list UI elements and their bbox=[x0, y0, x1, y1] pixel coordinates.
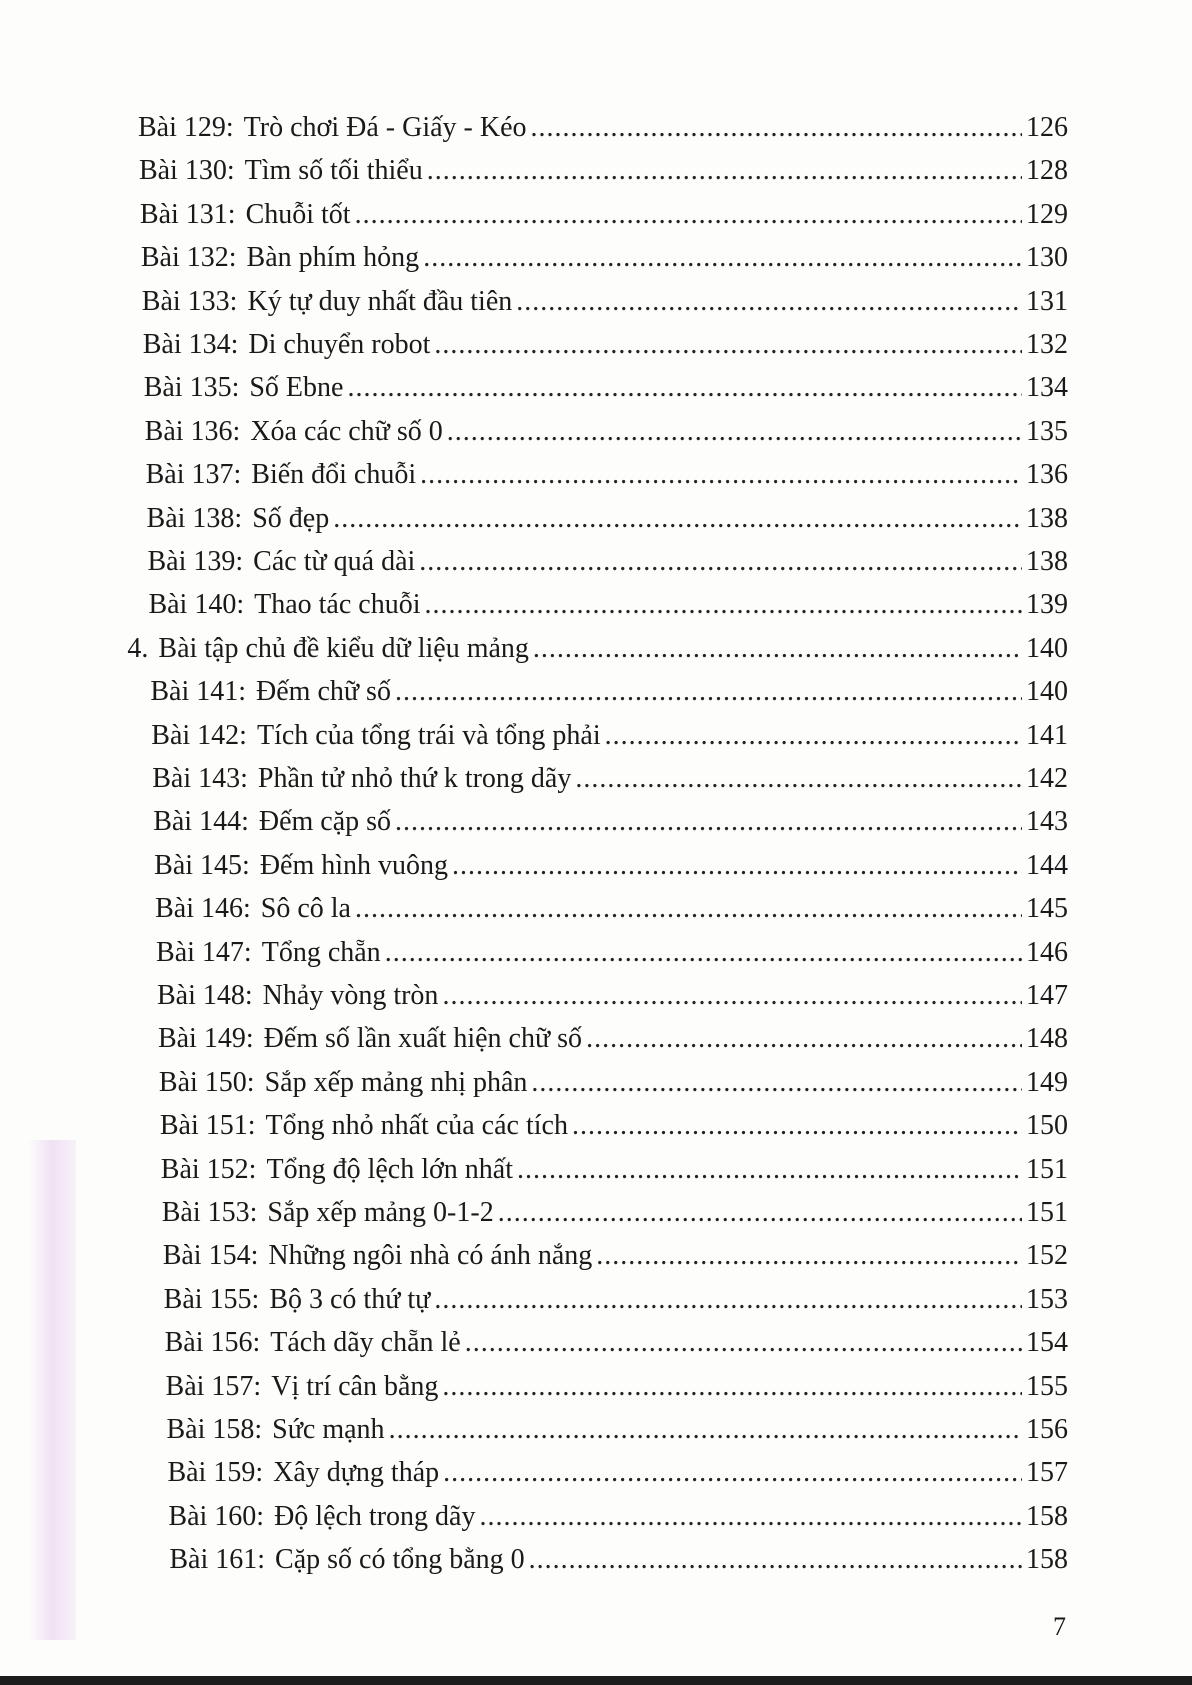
dot-leader bbox=[605, 716, 1022, 756]
entry-page-number: 152 bbox=[1025, 1240, 1068, 1272]
toc-entry bbox=[138, 108, 1068, 148]
toc-entry bbox=[153, 802, 1068, 842]
exercise-number: Bài 142: bbox=[151, 719, 247, 751]
dot-leader bbox=[420, 455, 1022, 495]
toc-entry bbox=[160, 1106, 1068, 1146]
exercise-number: Bài 136: bbox=[144, 415, 241, 447]
toc-entry bbox=[143, 325, 1068, 365]
entry-page-number: 155 bbox=[1025, 1370, 1068, 1402]
entry-page-number: 131 bbox=[1025, 285, 1068, 317]
toc-entry bbox=[140, 195, 1068, 235]
exercise-number: Bài 137: bbox=[145, 459, 242, 491]
exercise-number: Bài 153: bbox=[161, 1197, 258, 1228]
entry-title: Tổng độ lệch lớn nhất bbox=[266, 1153, 513, 1185]
dot-leader bbox=[516, 282, 1022, 322]
dot-leader bbox=[355, 195, 1022, 235]
entry-page-number: 148 bbox=[1025, 1023, 1068, 1055]
dot-leader bbox=[586, 1019, 1022, 1059]
dot-leader bbox=[424, 585, 1022, 625]
toc-entry bbox=[152, 759, 1068, 799]
entry-title: Các từ quá dài bbox=[253, 546, 416, 577]
entry-page-number: 130 bbox=[1025, 242, 1068, 274]
entry-title: Tìm số tối thiểu bbox=[244, 155, 423, 187]
entry-page-number: 151 bbox=[1025, 1153, 1068, 1185]
dot-leader bbox=[395, 802, 1022, 842]
exercise-number: Bài 148: bbox=[157, 980, 253, 1011]
dot-leader bbox=[389, 1410, 1022, 1450]
exercise-number: Bài 151: bbox=[159, 1110, 256, 1142]
toc-entry bbox=[139, 151, 1068, 191]
exercise-number: Bài 130: bbox=[138, 155, 235, 187]
entry-page-number: 154 bbox=[1025, 1327, 1068, 1359]
entry-page-number: 134 bbox=[1025, 372, 1068, 404]
entry-page-number: 135 bbox=[1025, 415, 1068, 447]
toc-entry bbox=[168, 1497, 1068, 1537]
toc-entry bbox=[150, 672, 1068, 712]
entry-title: Xây dựng tháp bbox=[273, 1457, 440, 1489]
entry-title: Ký tự duy nhất đầu tiên bbox=[247, 285, 513, 317]
dot-leader bbox=[452, 846, 1022, 886]
entry-page-number: 158 bbox=[1025, 1500, 1068, 1532]
exercise-number: Bài 145: bbox=[154, 849, 250, 881]
entry-page-number: 142 bbox=[1026, 763, 1068, 794]
scan-bottom-edge bbox=[0, 1676, 1192, 1685]
entry-title: Sức mạnh bbox=[272, 1414, 385, 1445]
dot-leader bbox=[333, 499, 1022, 539]
dot-leader bbox=[423, 238, 1022, 278]
entry-page-number: 144 bbox=[1025, 849, 1068, 881]
dot-leader bbox=[447, 412, 1022, 452]
entry-title: Nhảy vòng tròn bbox=[262, 980, 439, 1011]
exercise-number: Bài 156: bbox=[164, 1327, 261, 1359]
exercise-number: Bài 158: bbox=[166, 1414, 263, 1445]
entry-page-number: 141 bbox=[1025, 719, 1068, 751]
exercise-number: Bài 150: bbox=[158, 1066, 255, 1098]
entry-title: Tổng chẵn bbox=[261, 936, 381, 968]
exercise-number: Bài 144: bbox=[153, 806, 249, 838]
dot-leader bbox=[498, 1193, 1022, 1233]
dot-leader bbox=[465, 1323, 1022, 1363]
entry-page-number: 126 bbox=[1026, 112, 1068, 143]
entry-page-number: 138 bbox=[1026, 546, 1068, 577]
toc-entry bbox=[162, 1193, 1068, 1233]
dot-leader bbox=[531, 1063, 1022, 1103]
entry-title: Tách dãy chẵn lẻ bbox=[270, 1327, 461, 1359]
toc-entry bbox=[146, 455, 1068, 495]
entry-title: Đếm chữ số bbox=[256, 676, 391, 708]
exercise-number: Bài 146: bbox=[155, 893, 251, 925]
toc-entry bbox=[141, 238, 1068, 278]
entry-page-number: 136 bbox=[1025, 459, 1068, 491]
entry-page-number: 128 bbox=[1025, 155, 1068, 187]
toc-entry bbox=[165, 1323, 1068, 1363]
entry-title: Đếm hình vuông bbox=[259, 849, 449, 881]
entry-title: Bài tập chủ đề kiểu dữ liệu mảng bbox=[158, 632, 529, 664]
exercise-number: Bài 141: bbox=[150, 676, 247, 708]
dot-leader bbox=[529, 1540, 1022, 1580]
toc-entry bbox=[151, 716, 1068, 756]
entry-title: Trò chơi Đá - Giấy - Kéo bbox=[243, 112, 527, 143]
entry-title: Độ lệch trong dãy bbox=[274, 1500, 476, 1532]
toc-entry bbox=[148, 542, 1069, 582]
dot-leader bbox=[575, 759, 1022, 799]
dot-leader bbox=[572, 1106, 1022, 1146]
dot-leader bbox=[434, 1280, 1022, 1320]
entry-page-number: 147 bbox=[1026, 980, 1068, 1011]
exercise-number: Bài 135: bbox=[143, 372, 240, 404]
toc-entry bbox=[161, 1150, 1068, 1190]
dot-leader bbox=[442, 976, 1022, 1016]
exercise-number: Bài 157: bbox=[165, 1370, 262, 1402]
exercise-number: Bài 159: bbox=[167, 1457, 264, 1489]
entry-page-number: 138 bbox=[1025, 502, 1068, 534]
dot-leader bbox=[596, 1236, 1022, 1276]
dot-leader bbox=[347, 368, 1022, 408]
toc-entry bbox=[159, 1063, 1068, 1103]
entry-page-number: 149 bbox=[1025, 1066, 1068, 1098]
entry-title: Bộ 3 có thứ tự bbox=[269, 1283, 431, 1315]
toc-entry bbox=[148, 585, 1068, 625]
entry-page-number: 132 bbox=[1026, 329, 1068, 360]
exercise-number: Bài 155: bbox=[163, 1283, 260, 1315]
entry-title: Sắp xếp mảng 0-1-2 bbox=[267, 1197, 494, 1228]
exercise-number: Bài 132: bbox=[140, 242, 237, 274]
entry-page-number: 140 bbox=[1025, 676, 1068, 708]
toc-section bbox=[127, 629, 1068, 669]
dot-leader bbox=[533, 629, 1022, 669]
page-number: 7 bbox=[1053, 1612, 1066, 1641]
scan-edge-tint bbox=[28, 1140, 76, 1640]
dot-leader bbox=[442, 1367, 1022, 1407]
toc-entry bbox=[144, 368, 1068, 408]
dot-leader bbox=[434, 325, 1022, 365]
exercise-number: Bài 131: bbox=[139, 198, 236, 230]
exercise-number: Bài 161: bbox=[169, 1544, 266, 1576]
exercise-number: Bài 140: bbox=[148, 589, 245, 621]
toc-entry bbox=[147, 499, 1068, 539]
entry-page-number: 153 bbox=[1025, 1283, 1068, 1315]
exercise-number: Bài 134: bbox=[142, 329, 239, 360]
toc-entry bbox=[142, 282, 1068, 322]
toc-entry bbox=[163, 1236, 1068, 1276]
exercise-number: Bài 152: bbox=[160, 1153, 257, 1185]
entry-title: Di chuyển robot bbox=[248, 329, 431, 360]
entry-title: Sô cô la bbox=[260, 893, 351, 925]
dot-leader bbox=[517, 1150, 1022, 1190]
dot-leader bbox=[385, 933, 1022, 973]
dot-leader bbox=[443, 1453, 1022, 1493]
dot-leader bbox=[427, 151, 1022, 191]
toc-entry bbox=[154, 846, 1068, 886]
entry-page-number: 146 bbox=[1025, 936, 1068, 968]
entry-title: Số đẹp bbox=[252, 502, 330, 534]
toc-entry bbox=[167, 1453, 1068, 1493]
entry-page-number: 140 bbox=[1025, 632, 1068, 664]
entry-title: Chuỗi tốt bbox=[245, 198, 351, 230]
entry-title: Biến đổi chuỗi bbox=[251, 459, 417, 491]
entry-title: Những ngôi nhà có ánh nắng bbox=[268, 1240, 593, 1272]
toc-entry bbox=[158, 1019, 1068, 1059]
entry-title: Xóa các chữ số 0 bbox=[250, 415, 443, 447]
entry-page-number: 150 bbox=[1025, 1110, 1068, 1142]
entry-page-number: 129 bbox=[1025, 198, 1068, 230]
dot-leader bbox=[419, 542, 1022, 582]
exercise-number: Bài 147: bbox=[156, 936, 252, 968]
exercise-number: Bài 139: bbox=[147, 546, 244, 577]
entry-page-number: 143 bbox=[1025, 806, 1068, 838]
entry-title: Cặp số có tổng bằng 0 bbox=[275, 1544, 525, 1576]
entry-page-number: 139 bbox=[1025, 589, 1068, 621]
toc-entry bbox=[157, 976, 1068, 1016]
toc-entry bbox=[156, 933, 1068, 973]
toc-entry bbox=[169, 1540, 1068, 1580]
entry-title: Tổng nhỏ nhất của các tích bbox=[265, 1110, 568, 1142]
exercise-number: Bài 138: bbox=[146, 502, 243, 534]
dot-leader bbox=[531, 108, 1022, 148]
entry-title: Thao tác chuỗi bbox=[254, 589, 421, 621]
toc-entry bbox=[164, 1280, 1068, 1320]
entry-title: Vị trí cân bằng bbox=[271, 1370, 439, 1402]
dot-leader bbox=[355, 889, 1022, 929]
entry-title: Bàn phím hỏng bbox=[246, 242, 420, 274]
entry-page-number: 151 bbox=[1026, 1197, 1068, 1228]
exercise-number: Bài 129: bbox=[138, 112, 234, 143]
toc-entry bbox=[166, 1367, 1068, 1407]
entry-title: Phần tử nhỏ thứ k trong dãy bbox=[257, 763, 572, 794]
exercise-number: Bài 154: bbox=[162, 1240, 259, 1272]
entry-title: Tích của tổng trái và tổng phải bbox=[256, 719, 601, 751]
entry-page-number: 156 bbox=[1026, 1414, 1068, 1445]
toc-entry bbox=[167, 1410, 1069, 1450]
entry-page-number: 157 bbox=[1025, 1457, 1068, 1489]
section-number: 4. bbox=[127, 632, 149, 664]
dot-leader bbox=[395, 672, 1022, 712]
exercise-number: Bài 133: bbox=[141, 285, 238, 317]
entry-page-number: 158 bbox=[1025, 1544, 1068, 1576]
entry-title: Sắp xếp mảng nhị phân bbox=[264, 1066, 528, 1098]
exercise-number: Bài 149: bbox=[157, 1023, 254, 1055]
dot-leader bbox=[479, 1497, 1022, 1537]
toc-entry bbox=[145, 412, 1068, 452]
toc-entry bbox=[155, 889, 1068, 929]
exercise-number: Bài 143: bbox=[152, 763, 248, 794]
exercise-number: Bài 160: bbox=[168, 1500, 265, 1532]
entry-title: Đếm số lần xuất hiện chữ số bbox=[263, 1023, 583, 1055]
entry-title: Số Ebne bbox=[249, 372, 344, 404]
entry-page-number: 145 bbox=[1025, 893, 1068, 925]
entry-title: Đếm cặp số bbox=[258, 806, 392, 838]
